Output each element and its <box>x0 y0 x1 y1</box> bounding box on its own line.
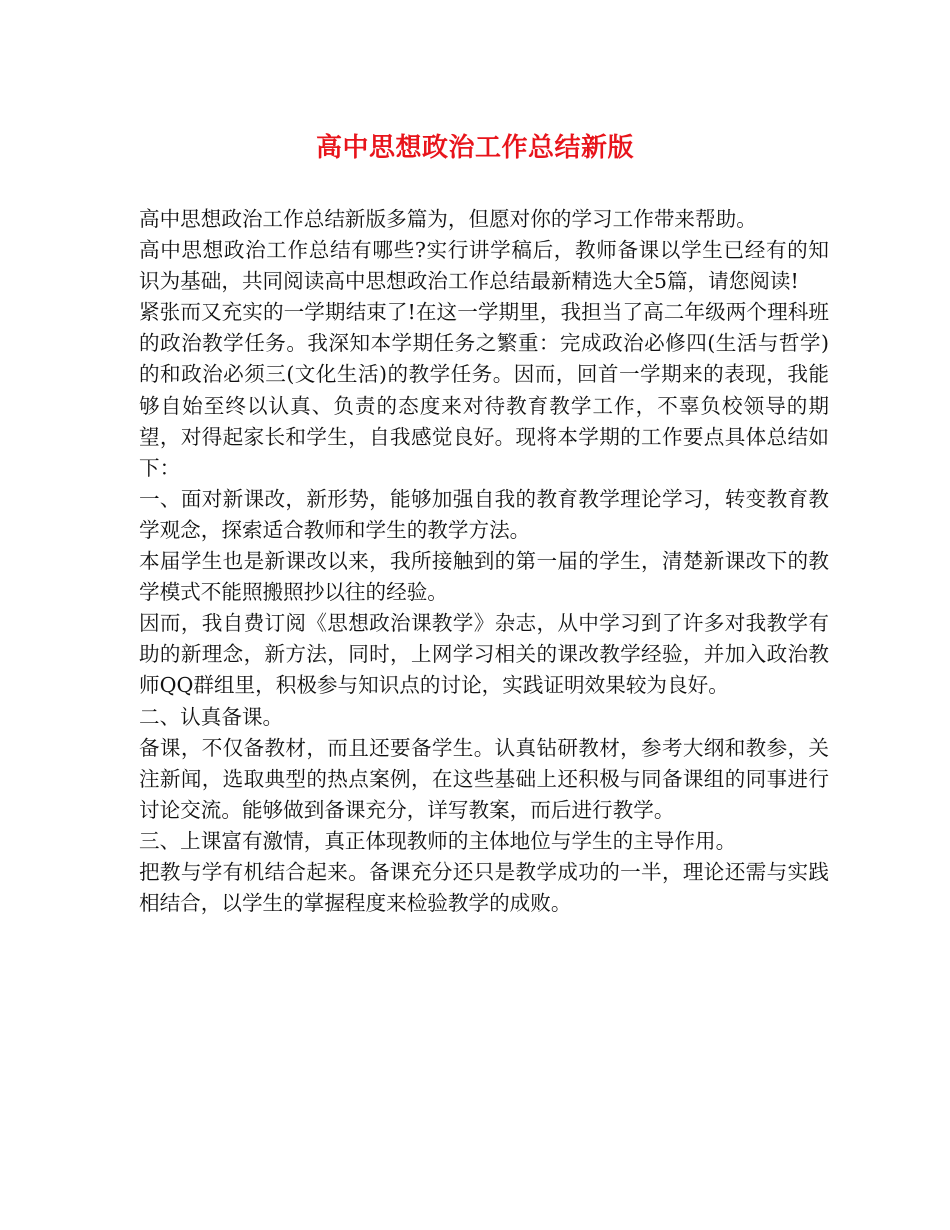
paragraph-semester-summary: 紧张而又充实的一学期结束了!在这一学期里，我担当了高二年级两个理科班的政治教学任务。我深知本学期任务之繁重：完成政治必修四(生活与哲学)的和政治必须三(文化生活)的教学任务。因而，回首一学期来的表现，我能够自始至终以认真、负责的态度来对待教育教学工作，不辜负校领导的期望，对得起家长和学生，自我感觉良好。现将本学期的工作要点具体总结如下： <box>139 300 829 480</box>
paragraph-lesson-prep: 备课，不仅备教材，而且还要备学生。认真钻研教材，参考大纲和教参，关注新闻，选取典型的热点案例，在这些基础上还积极与同备课组的同事进行讨论交流。能够做到备课充分，详写教案，而后进行教学。 <box>139 735 829 822</box>
section-heading-2: 二、认真备课。 <box>139 704 284 729</box>
paragraph-teaching-practice: 把教与学有机结合起来。备课充分还只是教学成功的一半，理论还需与实践相结合，以学生的掌握程度来检验教学的成败。 <box>139 859 829 916</box>
paragraph-new-curriculum: 本届学生也是新课改以来，我所接触到的第一届的学生，清楚新课改下的教学模式不能照搬照抄以往的经验。 <box>139 549 829 605</box>
section-heading-3: 三、上课富有激情，真正体现教师的主体地位与学生的主导作用。 <box>139 828 737 853</box>
document-body <box>139 204 829 919</box>
section-heading-1: 一、面对新课改，新形势，能够加强自我的教育教学理论学习，转变教育教学观念，探索适合教师和学生的教学方法。 <box>139 486 829 542</box>
paragraph-intro: 高中思想政治工作总结新版多篇为，但愿对你的学习工作带来帮助。 <box>139 207 757 231</box>
document-title: 高中思想政治工作总结新版 <box>315 133 634 163</box>
paragraph-self-study: 因而，我自费订阅《思想政治课教学》杂志，从中学习到了许多对我教学有助的新理念，新方法，同时，上网学习相关的课改教学经验，并加入政治教师QQ群组里，积极参与知识点的讨论，实践证明效果较为良好。 <box>139 611 829 698</box>
paragraph-overview: 高中思想政治工作总结有哪些?实行讲学稿后，教师备课以学生已经有的知识为基础，共同阅读高中思想政治工作总结最新精选大全5篇，请您阅读! <box>139 238 829 294</box>
